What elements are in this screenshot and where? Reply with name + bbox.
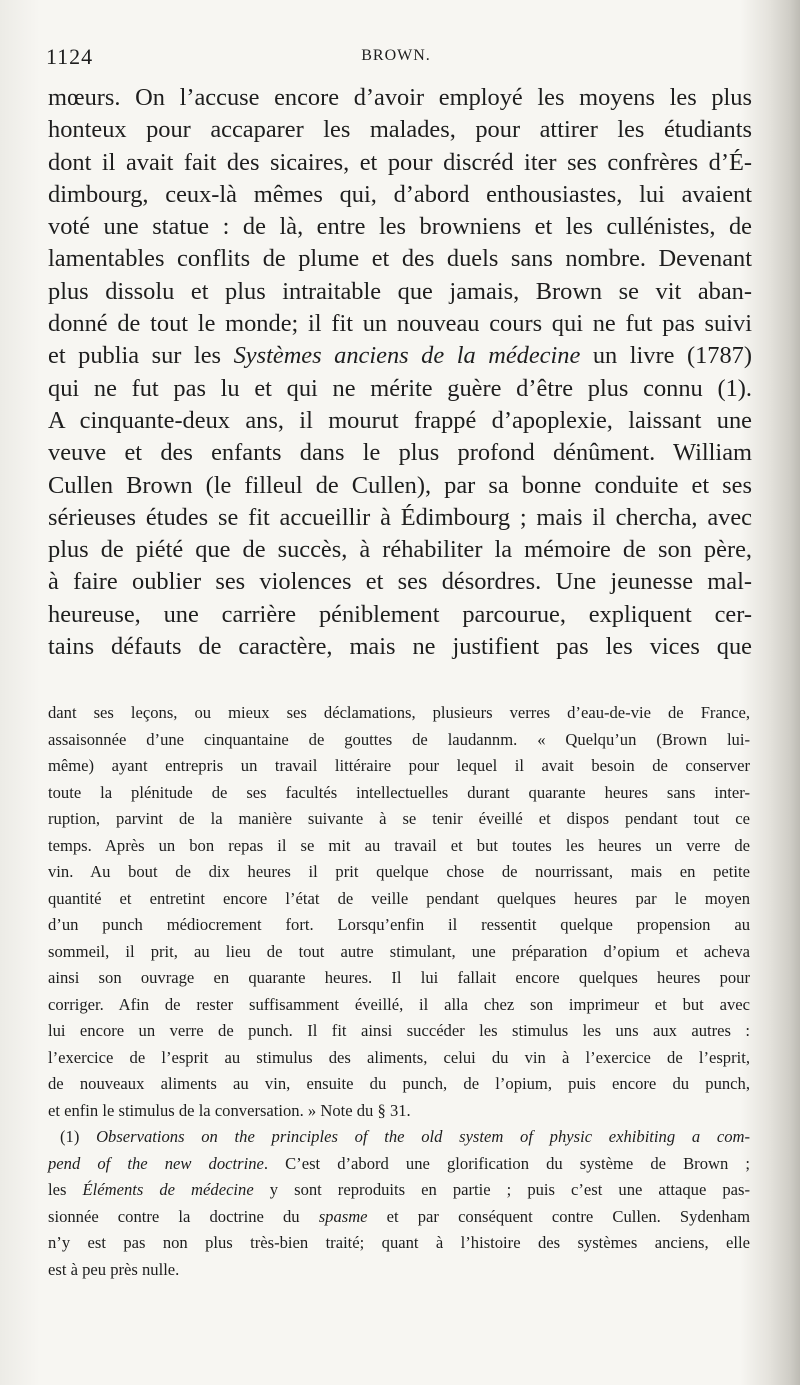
note-line	[48, 727, 750, 754]
note-line	[48, 1257, 750, 1284]
text-line	[48, 211, 752, 243]
text-line	[48, 502, 752, 534]
text-segment: lui encore un verre de punch. Il fit ainsi succéder les stimulus les uns aux autres :	[48, 1021, 750, 1040]
italic-text: pend of the new doctrine	[48, 1153, 264, 1173]
text-segment: sommeil, il prit, au lieu de tout autre stimulant, une préparation d’opium et acheva	[48, 941, 750, 961]
italic-text: spasme	[318, 1206, 368, 1226]
note-line	[48, 1098, 750, 1125]
note-line	[48, 886, 750, 913]
text-segment: donné de tout le monde; il fit un nouveau cours qui ne fut pas suivi	[48, 310, 752, 338]
text-segment: temps. Après un bon repas il se mit au travail et but toutes les heures un verre de	[48, 835, 750, 855]
text-segment: dont il avait fait des sicaires, et pour discréd iter ses confrères d’É-	[48, 148, 752, 176]
text-segment: tains défauts de caractère, mais ne justifient pas les vices que	[48, 633, 752, 661]
text-segment: toute la plénitude de ses facultés intellectuelles durant quarante heures sans inter-	[48, 782, 750, 802]
note-line	[48, 806, 750, 833]
text-segment: ainsi son ouvrage en quarante heures. Il lui fallait encore quelques heures pour	[48, 968, 750, 987]
running-title: BROWN.	[361, 47, 431, 64]
note-line	[48, 1018, 750, 1045]
italic-text: Éléments de médecine	[82, 1180, 254, 1199]
text-line	[48, 243, 752, 275]
text-segment: d’un punch médiocrement fort. Lorsqu’enfin il ressentit quelque propension au	[48, 915, 750, 934]
text-segment: voté une statue : de là, entre les browniens et les cullénistes, de	[48, 213, 752, 241]
note-line	[48, 939, 750, 966]
text-segment: et par conséquent contre Cullen. Sydenham	[367, 1206, 750, 1226]
text-segment: (1)	[60, 1127, 97, 1146]
text-segment: vin. Au bout de dix heures il prit quelque chose de nourrissant, mais en petite	[48, 862, 750, 881]
text-segment: plus de piété que de succès, à réhabiliter la mémoire de son père,	[48, 536, 752, 564]
text-segment: de nouveaux aliments au vin, ensuite du punch, de l’opium, puis encore du punch,	[48, 1074, 750, 1093]
italic-text: Observations on the principles of the old system of physic exhibiting a com-	[96, 1127, 750, 1146]
text-segment: à faire oublier ses violences et ses désordres. Une jeunesse mal-	[48, 568, 752, 596]
note-line	[48, 1230, 750, 1257]
text-line	[48, 405, 752, 437]
text-line	[48, 179, 752, 211]
note-line	[48, 700, 750, 727]
text-segment: Cullen Brown (le filleul de Cullen), par sa bonne conduite et ses	[48, 471, 752, 499]
text-segment: . C’est d’abord une glorification du système de Brown ;	[263, 1153, 750, 1173]
text-line	[48, 534, 752, 566]
text-segment: dant ses leçons, ou mieux ses déclamations, plusieurs verres d’eau-de-vie de France,	[48, 703, 750, 722]
note-line	[48, 833, 750, 860]
note-line	[48, 1071, 750, 1098]
text-line	[48, 631, 752, 663]
text-segment: heureuse, une carrière péniblement parcourue, expliquent cer-	[48, 600, 752, 628]
text-segment: et enfin le stimulus de la conversation. » Note du § 31.	[48, 1100, 411, 1120]
text-segment: ruption, parvint de la manière suivante à se tenir éveillé et dispos pendant tout ce	[48, 809, 750, 828]
text-segment: corriger. Afin de rester suffisamment éveillé, il alla chez son imprimeur et but avec	[48, 994, 750, 1014]
text-line	[48, 82, 752, 114]
text-segment: y sont reproduits en partie ; puis c’est une attaque pas-	[253, 1180, 750, 1199]
text-segment: sionnée contre la doctrine du	[48, 1206, 319, 1226]
text-segment: est à peu près nulle.	[48, 1259, 180, 1279]
text-segment: A cinquante-deux ans, il mourut frappé d’apoplexie, laissant une	[48, 406, 752, 434]
text-line	[48, 276, 752, 308]
note-line	[48, 912, 750, 939]
text-segment: quantité et entretint encore l’état de veille pendant quelques heures par le moyen	[48, 888, 750, 908]
note-line	[48, 1045, 750, 1072]
text-line	[48, 147, 752, 179]
note-line	[48, 1124, 750, 1151]
note-line	[48, 1204, 750, 1231]
text-segment: dimbourg, ceux-là mêmes qui, d’abord enthousiastes, lui avaient	[48, 180, 752, 208]
note-line	[48, 1151, 750, 1178]
note-line	[48, 753, 750, 780]
text-segment: plus dissolu et plus intraitable que jamais, Brown se vit aban-	[48, 277, 752, 305]
text-segment: même) ayant entrepris un travail littéraire pour lequel il avait besoin de conserver	[48, 756, 750, 775]
text-line	[48, 470, 752, 502]
main-text	[48, 82, 752, 663]
note-line	[48, 1177, 750, 1204]
text-line	[48, 566, 752, 598]
text-line	[48, 114, 752, 146]
italic-text: Systèmes anciens de la médecine	[233, 342, 581, 370]
text-segment: qui ne fut pas lu et qui ne mérite guère d’être plus connu (1).	[48, 374, 752, 402]
text-line	[48, 373, 752, 405]
text-segment: n’y est pas non plus très-bien traité; quant à l’histoire des systèmes anciens, elle	[48, 1233, 750, 1252]
text-line	[48, 340, 752, 372]
text-segment: lamentables conflits de plume et des duels sans nombre. Devenant	[48, 245, 752, 273]
text-segment: l’exercice de l’esprit au stimulus des aliments, celui du vin à l’exercice de l’esprit,	[48, 1047, 750, 1067]
text-line	[48, 599, 752, 631]
page-number: 1124	[46, 44, 94, 69]
page-header	[46, 44, 746, 74]
note-line	[48, 965, 750, 992]
footnotes	[48, 700, 750, 1283]
text-segment: honteux pour accaparer les malades, pour attirer les étudiants	[48, 116, 752, 144]
text-segment: un livre (1787)	[580, 342, 752, 370]
note-line	[48, 992, 750, 1019]
text-segment: sérieuses études se fit accueillir à Édimbourg ; mais il chercha, avec	[48, 503, 752, 531]
text-segment: veuve et des enfants dans le plus profond dénûment. William	[48, 439, 752, 467]
text-segment: les	[48, 1180, 83, 1199]
text-segment: et publia sur les	[48, 342, 234, 370]
note-line	[48, 859, 750, 886]
note-line	[48, 780, 750, 807]
text-segment: assaisonnée d’une cinquantaine de gouttes de laudannm. « Quelqu’un (Brown lui-	[48, 729, 750, 749]
text-line	[48, 437, 752, 469]
text-segment: mœurs. On l’accuse encore d’avoir employé les moyens les plus	[48, 84, 752, 111]
text-line	[48, 308, 752, 340]
